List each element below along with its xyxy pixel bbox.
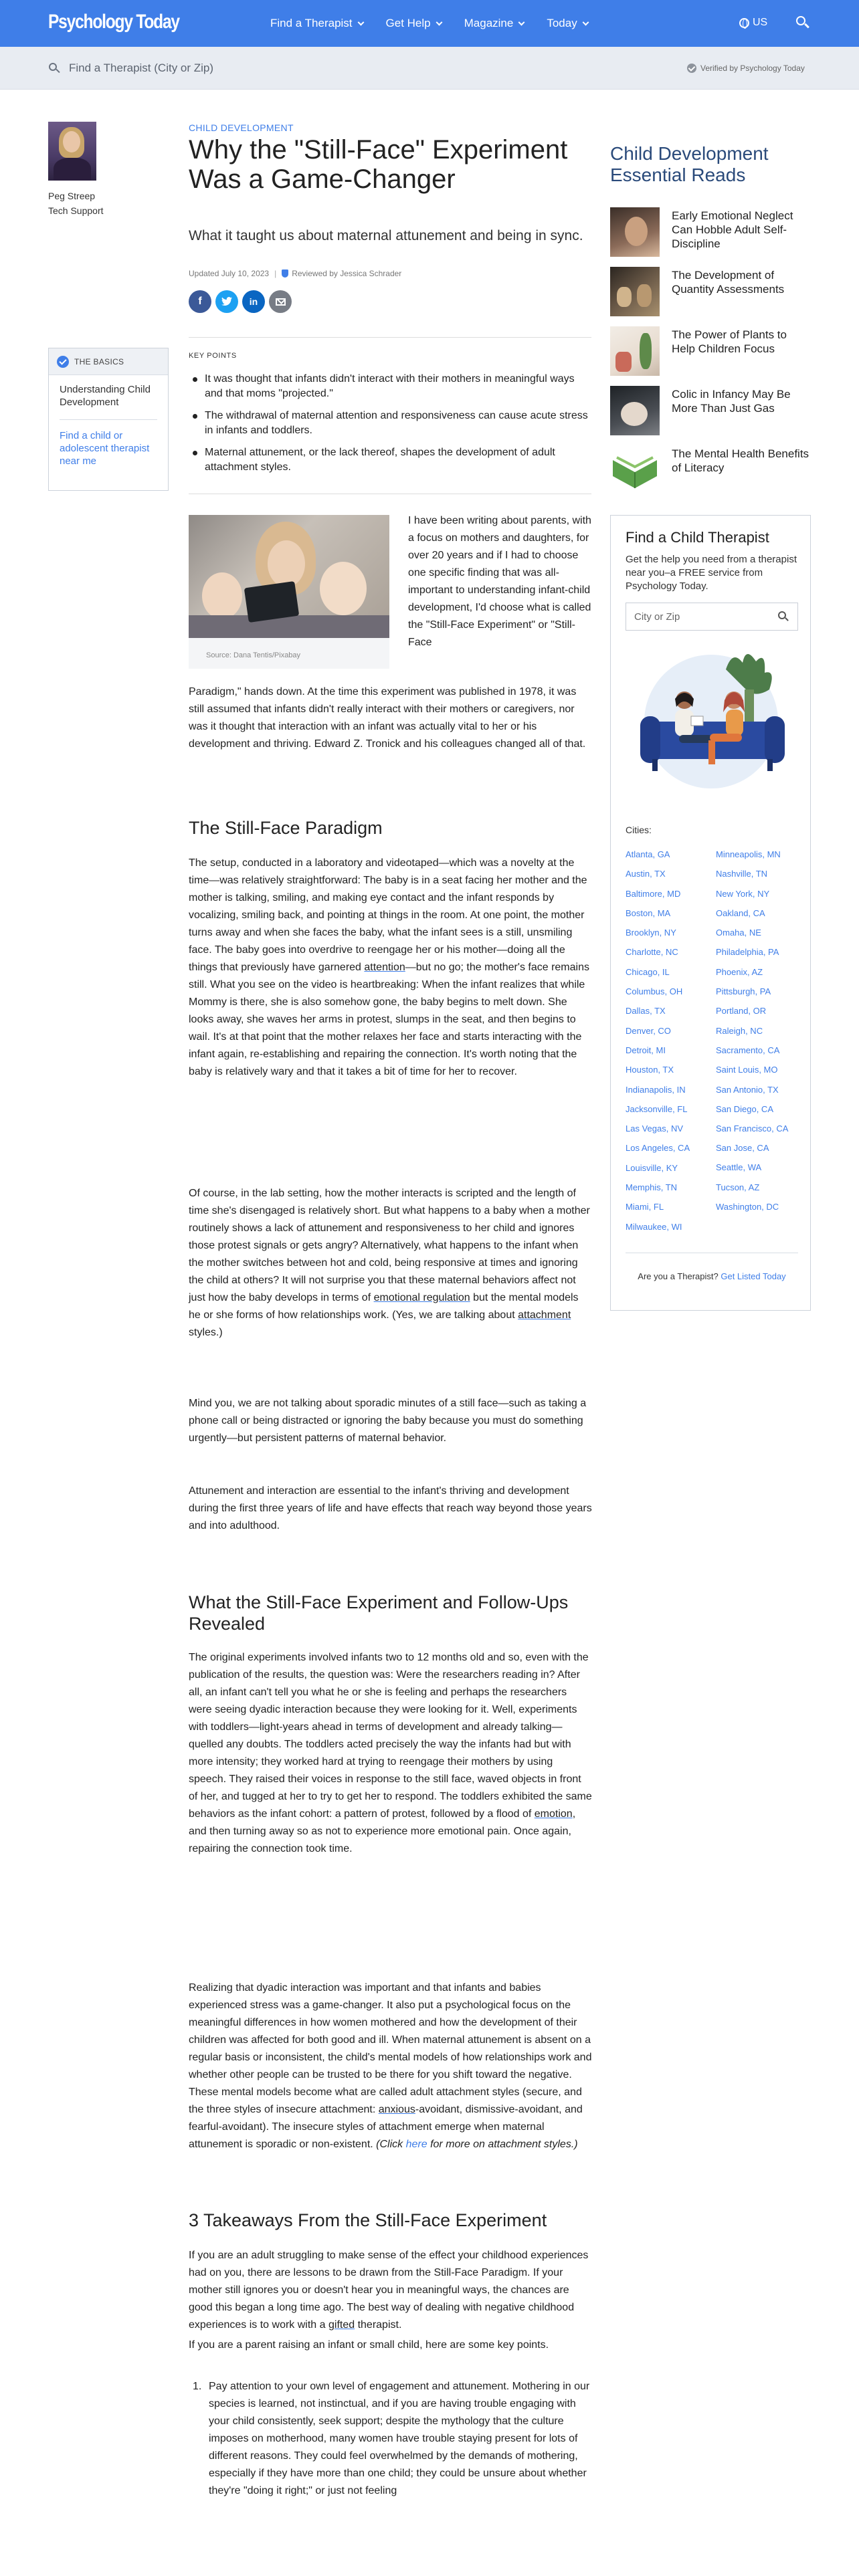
email-share-button[interactable] bbox=[269, 290, 292, 313]
updated-date: Updated July 10, 2023 bbox=[189, 269, 270, 278]
essential-reads-title: Child Development Essential Reads bbox=[610, 143, 769, 185]
therapist-listing-cta bbox=[626, 1270, 798, 1283]
city-link[interactable]: Charlotte, NC bbox=[626, 947, 678, 958]
city-link[interactable]: Milwaukee, WI bbox=[626, 1221, 682, 1232]
essential-read-thumbnail bbox=[610, 207, 660, 257]
city-link[interactable]: Indianapolis, IN bbox=[626, 1084, 686, 1095]
reviewed-by[interactable]: Reviewed by Jessica Schrader bbox=[292, 269, 402, 278]
main-nav bbox=[270, 0, 611, 47]
city-link[interactable]: Denver, CO bbox=[626, 1025, 671, 1036]
key-point: Maternal attunement, or the lack thereof, shapes the development of adult attachment styles. bbox=[189, 445, 591, 475]
book-icon bbox=[610, 445, 660, 495]
city-zip-input[interactable] bbox=[626, 603, 798, 631]
essential-read-thumbnail bbox=[610, 326, 660, 376]
nav-label: Get Help bbox=[385, 17, 431, 29]
essential-read-title[interactable]: The Power of Plants to Help Children Focus bbox=[672, 328, 787, 355]
facebook-share-button[interactable] bbox=[189, 290, 211, 313]
city-link[interactable]: Detroit, MI bbox=[626, 1045, 666, 1055]
essential-read-title[interactable]: The Mental Health Benefits of Literacy bbox=[672, 447, 809, 474]
inline-link[interactable]: gifted bbox=[328, 2319, 355, 2331]
city-link[interactable]: Tucson, AZ bbox=[716, 1182, 760, 1192]
city-link[interactable]: Phoenix, AZ bbox=[716, 966, 763, 977]
find-child-therapist-link[interactable]: Find a child or adolescent therapist near me bbox=[60, 430, 150, 467]
therapist-search-input[interactable] bbox=[69, 59, 417, 78]
city-link[interactable]: Chicago, IL bbox=[626, 966, 670, 977]
chevron-down-icon bbox=[436, 19, 442, 25]
twitter-share-button[interactable] bbox=[215, 290, 238, 313]
author-info bbox=[48, 189, 104, 218]
section-heading: What the Still-Face Experiment and Follow-Ups Revealed bbox=[189, 1592, 569, 1634]
city-link[interactable]: Philadelphia, PA bbox=[716, 947, 779, 958]
city-link[interactable]: Miami, FL bbox=[626, 1202, 664, 1212]
intro-paragraph-continued: Paradigm," hands down. At the time this experiment was published in 1978, it was still assumed that infants didn't really interact with their mothers or caregivers, nor was it thought that interaction with an infant was actually vital to her or his development and thriving. Edward Z. Tronick and his colleagues changed all of that. bbox=[189, 686, 586, 750]
chevron-down-icon bbox=[582, 19, 589, 25]
region-selector[interactable] bbox=[739, 17, 767, 29]
article-subtitle: What it taught us about maternal attunement and being in sync. bbox=[189, 228, 583, 243]
city-link[interactable]: Pittsburgh, PA bbox=[716, 986, 771, 997]
paragraph: If you are a parent raising an infant or small child, here are some key points. bbox=[189, 2339, 549, 2351]
city-link[interactable]: Memphis, TN bbox=[626, 1182, 678, 1193]
paragraph: Of course, in the lab setting, how the mother interacts is scripted and the length of time she's disengaged is relatively short. But what happens to a baby when a mother routinely shows a lack of attunement and responsiveness to her child and ignores those protest signals or gets angry? Alternatively, what happens to the infant when the mother switches between hot and cold, being responsive at times and ignoring the child at others? It will not surprise you that these maternal behaviors affect not just how the baby develops in terms of emotional regulation but the mental models he or she forms of how relationships work. (Yes, we are talking about attachment styles.) bbox=[189, 1188, 590, 1338]
paragraph: If you are an adult struggling to make sense of the effect your childhood experiences had on you, there are lessons to be drawn from the Still-Face Paradigm. If your mother still ignores you or doesn't hear you in meaningful ways, the chances are good this began a long time ago. The best way of dealing with negative childhood experiences is to work with a gifted therapist. bbox=[189, 2250, 589, 2331]
city-link[interactable]: Sacramento, CA bbox=[716, 1045, 780, 1055]
twitter-icon bbox=[221, 297, 232, 306]
list-item-text: Pay attention to your own level of engagement and attunement. Mothering in our species is learned, not instinctual, and if you are having trouble engaging with your child consistently, seek support; despite the mythology that the culture imposes on motherhood, many women have trouble staying present for lots of different reasons. They could feel overwhelmed by the demands of mothering, especially if they have more than one child; they could be unsure about whether they're "doing it right;" or just not feeling bbox=[209, 2381, 590, 2496]
essential-read-item[interactable] bbox=[610, 207, 811, 257]
globe-icon bbox=[739, 18, 749, 28]
share-buttons bbox=[189, 290, 296, 313]
attachment-styles-link[interactable]: here bbox=[405, 2139, 427, 2150]
article-image bbox=[189, 515, 389, 638]
key-point: It was thought that infants didn't interact with their mothers in meaningful ways and that moms "projected." bbox=[189, 372, 591, 401]
city-link[interactable]: San Jose, CA bbox=[716, 1143, 769, 1154]
city-link[interactable]: Las Vegas, NV bbox=[626, 1123, 683, 1134]
key-points-label: KEY POINTS bbox=[189, 352, 237, 360]
linkedin-icon: in bbox=[249, 296, 258, 307]
widget-title: Find a Child Therapist bbox=[626, 529, 769, 546]
key-points-list bbox=[189, 372, 591, 482]
city-link[interactable]: Brooklyn, NY bbox=[626, 928, 676, 938]
city-link[interactable]: Washington, DC bbox=[716, 1202, 779, 1212]
nav-magazine[interactable] bbox=[464, 17, 524, 30]
city-link[interactable]: San Francisco, CA bbox=[716, 1123, 789, 1134]
region-label: US bbox=[753, 17, 768, 28]
city-link[interactable]: Louisville, KY bbox=[626, 1162, 678, 1173]
basics-box bbox=[48, 348, 169, 491]
divider bbox=[189, 337, 591, 338]
basics-header bbox=[49, 348, 168, 375]
city-link[interactable]: Los Angeles, CA bbox=[626, 1143, 690, 1154]
chevron-down-icon bbox=[518, 19, 525, 25]
essential-read-title[interactable]: Colic in Infancy May Be More Than Just Gas bbox=[672, 388, 791, 415]
inline-link[interactable]: attachment bbox=[518, 1309, 571, 1321]
verified-badge bbox=[687, 64, 805, 73]
city-link[interactable]: New York, NY bbox=[716, 888, 770, 899]
check-circle-icon bbox=[687, 64, 696, 73]
essential-read-item[interactable] bbox=[610, 386, 811, 435]
inline-link[interactable]: emotion bbox=[534, 1808, 573, 1820]
city-link[interactable]: San Diego, CA bbox=[716, 1103, 773, 1114]
city-link[interactable]: Austin, TX bbox=[626, 869, 666, 879]
top-navigation-bar bbox=[0, 0, 859, 47]
author-name[interactable]: Peg Streep bbox=[48, 191, 96, 201]
inline-link[interactable]: emotional regulation bbox=[373, 1292, 470, 1303]
list-number: 1. bbox=[193, 2381, 202, 2392]
inline-link[interactable]: anxious bbox=[378, 2104, 415, 2115]
paragraph: Attunement and interaction are essential to the infant's thriving and development during the first three years of life and have effects that reach way beyond those years and into adulthood. bbox=[189, 1485, 592, 1531]
nav-get-help[interactable] bbox=[386, 17, 442, 30]
cities-label: Cities: bbox=[626, 825, 652, 835]
author-title: Tech Support bbox=[48, 205, 104, 216]
city-link[interactable]: Saint Louis, MO bbox=[716, 1065, 778, 1075]
therapist-search-bar bbox=[0, 47, 859, 90]
city-link[interactable]: Raleigh, NC bbox=[716, 1025, 763, 1036]
section-heading: The Still-Face Paradigm bbox=[189, 818, 383, 838]
city-link[interactable]: Columbus, OH bbox=[626, 986, 683, 997]
key-point: The withdrawal of maternal attention and responsiveness can cause acute stress in infants and toddlers. bbox=[189, 409, 591, 438]
verified-label: Verified by Psychology Today bbox=[700, 64, 805, 73]
essential-read-item[interactable] bbox=[610, 326, 811, 376]
city-link[interactable]: Atlanta, GA bbox=[626, 849, 670, 859]
search-icon bbox=[49, 63, 60, 74]
city-link[interactable]: Boston, MA bbox=[626, 907, 671, 918]
basics-item[interactable]: Understanding Child Development bbox=[60, 384, 151, 408]
shield-icon bbox=[282, 270, 288, 278]
city-link[interactable]: Jacksonville, FL bbox=[626, 1103, 688, 1114]
nav-label: Today bbox=[547, 17, 577, 29]
takeaways-list bbox=[189, 2378, 593, 2500]
search-icon[interactable] bbox=[778, 611, 789, 622]
article-category[interactable]: CHILD DEVELOPMENT bbox=[189, 122, 294, 133]
section-heading: 3 Takeaways From the Still-Face Experiment bbox=[189, 2210, 547, 2230]
city-link[interactable]: Oakland, CA bbox=[716, 907, 765, 918]
essential-read-thumbnail bbox=[610, 267, 660, 316]
widget-description: Get the help you need from a therapist near you–a FREE service from Psychology Today. bbox=[626, 554, 797, 592]
essential-read-title[interactable]: Early Emotional Neglect Can Hobble Adult Self-Discipline bbox=[672, 209, 793, 250]
article-meta: Updated July 10, 2023 | Reviewed by Jessica Schrader bbox=[189, 269, 402, 278]
email-icon bbox=[276, 298, 286, 306]
essential-read-item[interactable] bbox=[610, 267, 811, 316]
search-icon[interactable] bbox=[796, 16, 809, 29]
city-link[interactable]: Minneapolis, MN bbox=[716, 849, 781, 859]
nav-find-therapist[interactable] bbox=[270, 17, 363, 30]
inline-link[interactable]: attention bbox=[364, 962, 405, 973]
city-link[interactable]: Baltimore, MD bbox=[626, 888, 681, 899]
chevron-down-icon bbox=[357, 19, 364, 25]
article-title: Why the "Still-Face" Experiment Was a Game-Changer bbox=[189, 135, 568, 194]
get-listed-link[interactable]: Get Listed Today bbox=[721, 1271, 786, 1281]
city-link[interactable]: Portland, OR bbox=[716, 1006, 767, 1016]
nav-label: Magazine bbox=[464, 17, 514, 29]
city-link[interactable]: San Antonio, TX bbox=[716, 1084, 779, 1095]
check-circle-icon bbox=[57, 356, 69, 368]
image-caption: Source: Dana Tentis/Pixabay bbox=[189, 638, 389, 669]
city-link[interactable]: Houston, TX bbox=[626, 1065, 674, 1075]
paragraph: Realizing that dyadic interaction was important and that infants and babies experienced stress was a game-changer. It also put a psychological focus on the meaningful differences in how women mothered and how the development of their children was affected for both good and ill. When maternal attunement is absent on a regular basis or inconsistent, the child's mental models of how relationships work and whether other people can be trusted to be there for you shift toward the negative. These mental models become what are called adult attachment styles (secure, and the three styles of insecure attachment: anxious-avoidant, dismissive-avoidant, and fearful-avoidant). The insecure styles of attachment emerge when maternal attunement is sporadic or non-existent. (Click here for more on attachment styles.) bbox=[189, 1982, 592, 2150]
list-item bbox=[189, 2378, 593, 2500]
city-link[interactable]: Nashville, TN bbox=[716, 869, 768, 879]
cities-list-left bbox=[626, 845, 690, 1237]
paragraph: The setup, conducted in a laboratory and videotaped—which was a novelty at the time—was relatively straightforward: The baby is in a seat facing her mother and the mother is talking, smiling, and making eye contact and the infant responds by vocalizing, smiling back, and pointing at things in the room. At one point, the mother turns away and when she faces the baby, what the infant sees is a still, unsmiling face. The baby goes into overdrive to reengage her or his mother—doing all the things that previously have garnered attention—but no go; the mother's face remains still. What you see on the video is heartbreaking: When the infant realizes that while Mommy is there, she is also somehow gone, the baby begins to melt down. She looks away, she waves her arms in protest, slumps in the seat, and then begins to wail. It's at that point that the mother relaxes her face and starts interacting with the infant again, re-establishing and repairing the connection. It's worth noting that the baby is relatively wary and that it takes a bit of time for her to recover. bbox=[189, 857, 589, 1077]
intro-paragraph: I have been writing about parents, with a focus on mothers and daughters, for over 20 years and if I had to choose one specific finding that was all-important to understanding infant-child development, I'd choose what is called the "Still-Face Experiment" or "Still-Face bbox=[408, 515, 591, 648]
nav-label: Find a Therapist bbox=[270, 17, 353, 29]
essential-read-item[interactable] bbox=[610, 445, 811, 495]
city-link[interactable]: Seattle, WA bbox=[716, 1162, 762, 1173]
essential-read-thumbnail bbox=[610, 445, 660, 495]
essential-read-thumbnail bbox=[610, 386, 660, 435]
nav-today[interactable] bbox=[547, 17, 587, 30]
author-avatar[interactable] bbox=[48, 122, 96, 181]
city-link[interactable]: Dallas, TX bbox=[626, 1006, 666, 1016]
cta-text: Are you a Therapist? bbox=[638, 1271, 721, 1281]
linkedin-share-button[interactable] bbox=[242, 290, 265, 313]
paragraph: The original experiments involved infants two to 12 months old and so, even with the publication of the results, the question was: Were the researchers reading in? After all, an infant can't tell you what he or she is feeling and perhaps the researchers were seeing dyadic interaction because they were looking for it. Well, experiments with toddlers—light-years ahead in terms of development and already talking—quelled any doubts. The toddlers acted precisely the way the infants had but with more intensity; they worked hard at trying to reengage their mothers by using speech. They raised their voices in response to the still face, waved objects in front of her, and tugged at her to try to get her to respond. The toddlers exhibited the same behaviors as the infant cohort: a pattern of protest, followed by a flood of emotion, and then turning away so as not to experience more emotional pain. Once again, repairing the connection took time. bbox=[189, 1652, 592, 1854]
basics-heading: THE BASICS bbox=[74, 356, 124, 366]
therapy-illustration bbox=[626, 643, 797, 790]
find-therapist-widget bbox=[610, 515, 811, 1311]
site-logo[interactable]: Psychology Today bbox=[48, 11, 179, 33]
essential-read-title[interactable]: The Development of Quantity Assessments bbox=[672, 269, 785, 296]
cities-list-right bbox=[716, 845, 796, 1216]
facebook-icon: f bbox=[198, 296, 202, 307]
city-link[interactable]: Omaha, NE bbox=[716, 928, 761, 938]
paragraph: Mind you, we are not talking about sporadic minutes of a still face—such as taking a phone call or being distracted or ignoring the baby because you must do something urgently—but persistent patterns of maternal behavior. bbox=[189, 1398, 587, 1444]
